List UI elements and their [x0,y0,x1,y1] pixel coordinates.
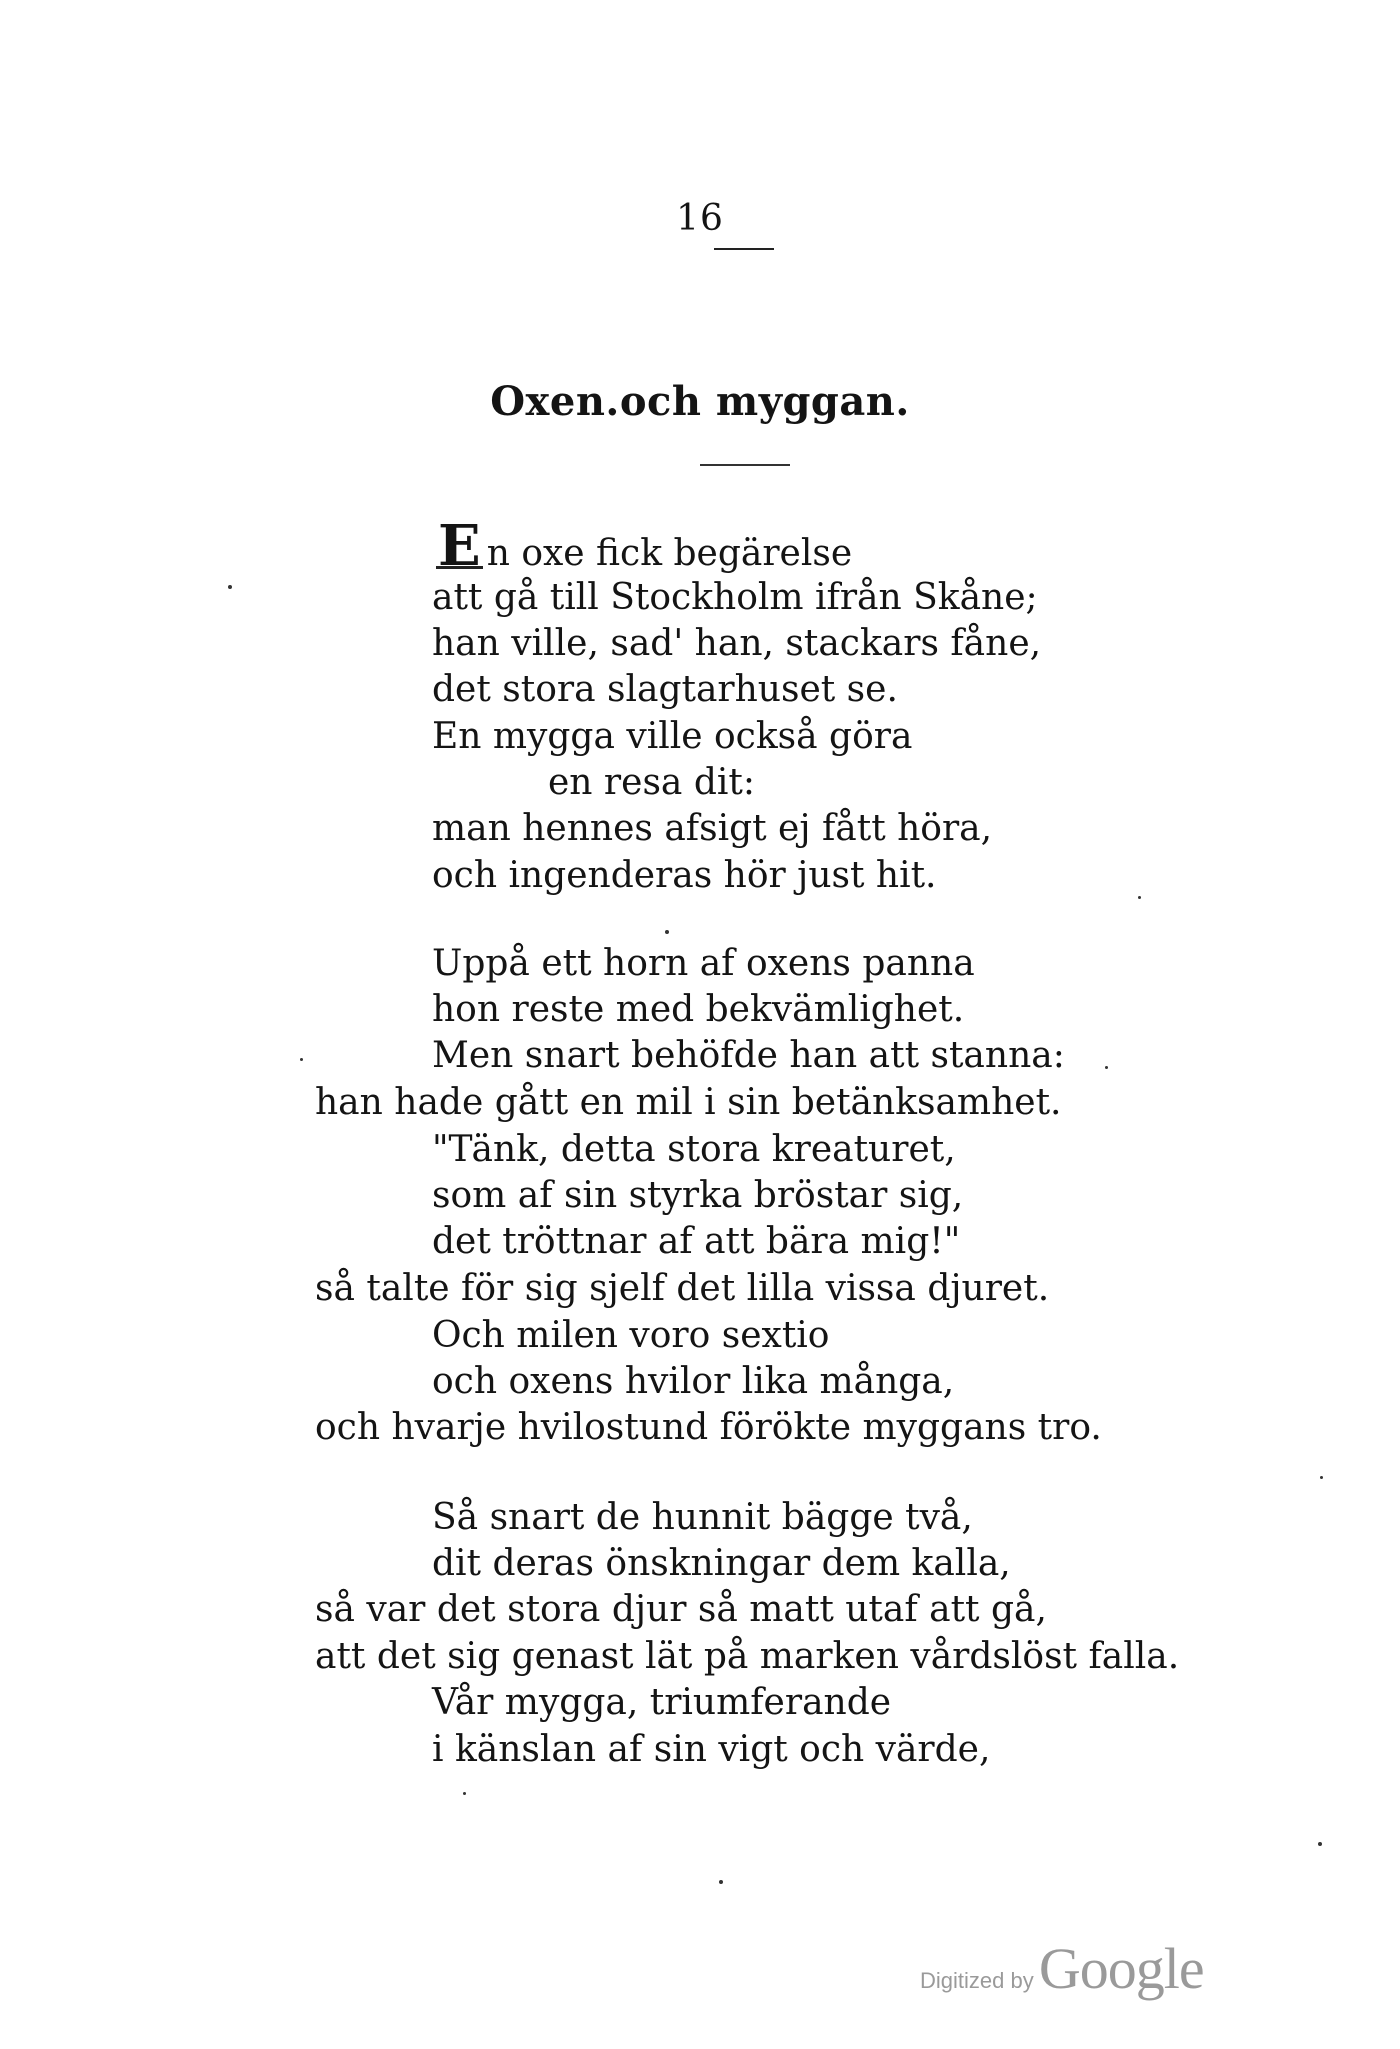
poem-line: i känslan af sin vigt och värde, [432,1729,991,1770]
google-logo: Google [1038,1936,1204,2001]
poem-line: och hvarje hvilostund förökte myggans tro. [315,1407,1102,1448]
digitized-watermark [920,1935,1204,2002]
poem-line: dit deras önskningar dem kalla, [432,1543,1011,1584]
poem-line: Uppå ett horn af oxens panna [432,943,975,984]
poem-line: att det sig genast lät på marken vårdslöst falla. [315,1636,1180,1677]
poem-line: som af sin styrka bröstar sig, [432,1175,964,1216]
scan-speck [1320,1476,1323,1479]
poem-line: han ville, sad' han, stackars fåne, [432,623,1042,664]
poem-line: man hennes afsigt ej fått höra, [432,808,993,849]
poem-line: Men snart behöfde han att stanna: [432,1035,1065,1076]
poem-line: hon reste med bekvämlighet. [432,989,965,1030]
poem-line: han hade gått en mil i sin betänksamhet. [315,1082,1062,1123]
poem-line: att gå till Stockholm ifrån Skåne; [432,577,1038,618]
poem-line: och oxens hvilor lika många, [432,1361,955,1402]
poem-line: Och milen voro sextio [432,1315,830,1356]
scan-speck [300,1058,303,1061]
poem-line: så var det stora djur så matt utaf att gå, [315,1589,1047,1630]
drop-cap: E [438,513,481,579]
poem-line [436,513,853,579]
scan-speck [228,585,232,589]
scan-speck [463,1792,466,1795]
poem-title: Oxen.och myggan. [490,378,910,425]
poem-line-text: n oxe fick begärelse [486,533,853,574]
scan-speck [1138,896,1141,899]
poem-line: en resa dit: [548,762,755,803]
poem-line: och ingenderas hör just hit. [432,855,937,896]
poem-line: Vår mygga, triumferande [432,1682,892,1723]
poem-line: så talte för sig sjelf det lilla vissa djuret. [315,1268,1050,1309]
scan-speck [1318,1842,1322,1846]
digitized-label: Digitized by [920,1968,1034,1993]
scan-speck [1105,1066,1108,1069]
page-number: 16 [676,198,724,239]
poem-line: En mygga ville också göra [432,716,913,757]
poem-line: Så snart de hunnit bägge två, [432,1497,973,1538]
poem-line: det stora slagtarhuset se. [432,669,898,710]
poem-line: "Tänk, detta stora kreaturet, [432,1129,956,1170]
scan-speck [719,1880,723,1884]
scan-speck [665,930,669,934]
poem-line: det tröttnar af att bära mig!" [432,1221,961,1262]
